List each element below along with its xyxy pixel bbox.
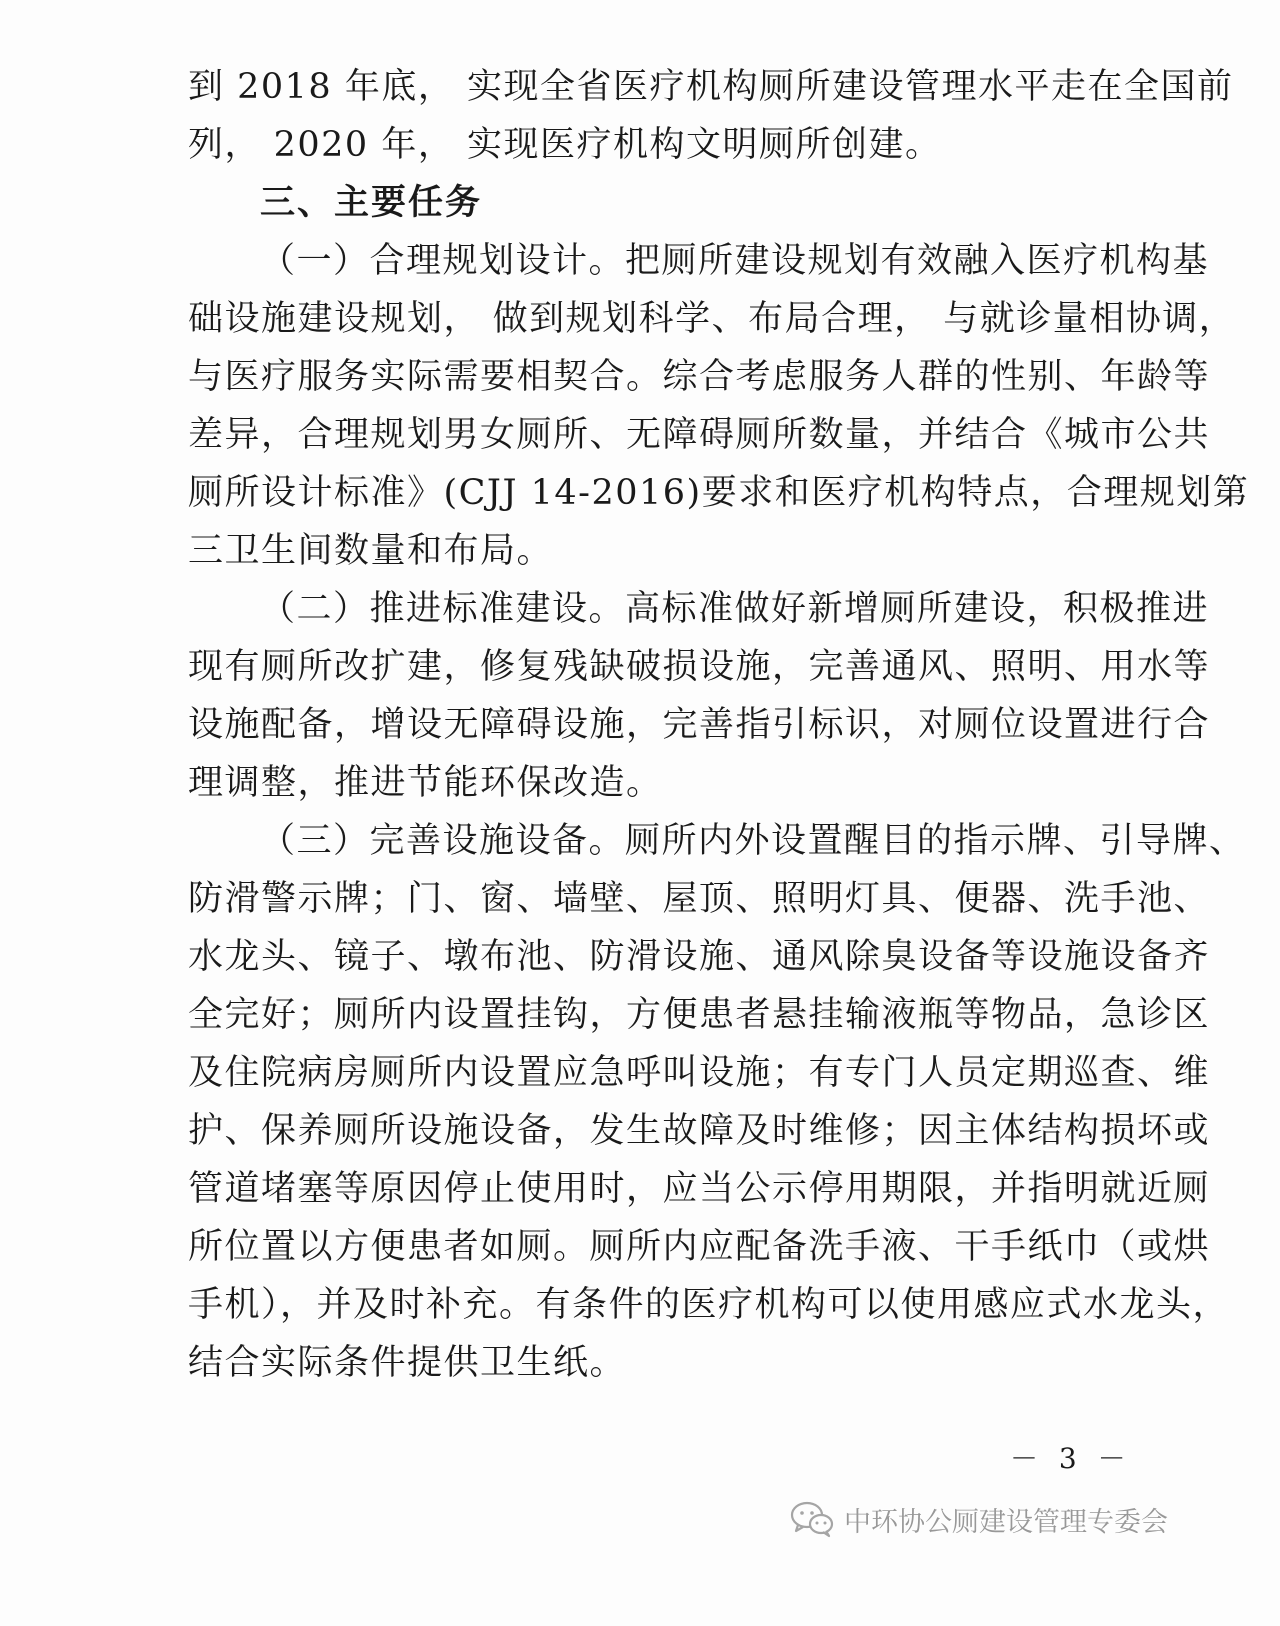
body-line: 理调整，推进节能环保改造。 <box>188 763 663 803</box>
wechat-icon <box>790 1500 834 1538</box>
body-line: 全完好；厕所内设置挂钩，方便患者悬挂输液瓶等物品，急诊区 <box>188 995 1211 1035</box>
body-line: 结合实际条件提供卫生纸。 <box>188 1343 627 1383</box>
body-line: 三卫生间数量和布局。 <box>188 531 554 571</box>
body-line: 管道堵塞等原因停止使用时，应当公示停用期限，并指明就近厕 <box>188 1169 1211 1209</box>
body-line: 水龙头、镜子、墩布池、防滑设施、通风除臭设备等设施设备齐 <box>188 937 1211 977</box>
body-line: 列， 2020 年， 实现医疗机构文明厕所创建。 <box>188 125 942 165</box>
paragraph-start: （一）合理规划设计。把厕所建设规划有效融入医疗机构基 <box>260 241 1210 281</box>
page-number: － 3 － <box>1010 1442 1132 1475</box>
body-line: 护、保养厕所设施设备，发生故障及时维修；因主体结构损坏或 <box>188 1111 1211 1151</box>
body-line: 设施配备，增设无障碍设施，完善指引标识，对厕位设置进行合 <box>188 705 1211 745</box>
paragraph-start: （三）完善设施设备。厕所内外设置醒目的指示牌、引导牌、 <box>260 821 1246 861</box>
body-line: 所位置以方便患者如厕。厕所内应配备洗手液、干手纸巾（或烘 <box>188 1227 1211 1267</box>
section-heading: 三、主要任务 <box>260 183 483 223</box>
body-line: 到 2018 年底， 实现全省医疗机构厕所建设管理水平走在全国前 <box>188 67 1234 107</box>
document-body <box>188 58 1250 1392</box>
body-line: 手机），并及时补充。有条件的医疗机构可以使用感应式水龙头， <box>188 1285 1230 1325</box>
body-line: 差异，合理规划男女厕所、无障碍厕所数量，并结合《城市公共 <box>188 415 1211 455</box>
watermark-text: 中环协公厕建设管理专委会 <box>844 1506 1168 1538</box>
body-line: 防滑警示牌；门、窗、墙壁、屋顶、照明灯具、便器、洗手池、 <box>188 879 1211 919</box>
body-line: 厕所设计标准》(CJJ 14-2016)要求和医疗机构特点，合理规划第 <box>188 473 1250 513</box>
paragraph-start: （二）推进标准建设。高标准做好新增厕所建设，积极推进 <box>260 589 1210 629</box>
watermark <box>790 1497 1168 1541</box>
body-line: 础设施建设规划， 做到规划科学、布局合理， 与就诊量相协调， <box>188 299 1236 339</box>
body-line: 与医疗服务实际需要相契合。综合考虑服务人群的性别、年龄等 <box>188 357 1211 397</box>
body-line: 现有厕所改扩建，修复残缺破损设施，完善通风、照明、用水等 <box>188 647 1211 687</box>
body-line: 及住院病房厕所内设置应急呼叫设施；有专门人员定期巡查、维 <box>188 1053 1211 1093</box>
